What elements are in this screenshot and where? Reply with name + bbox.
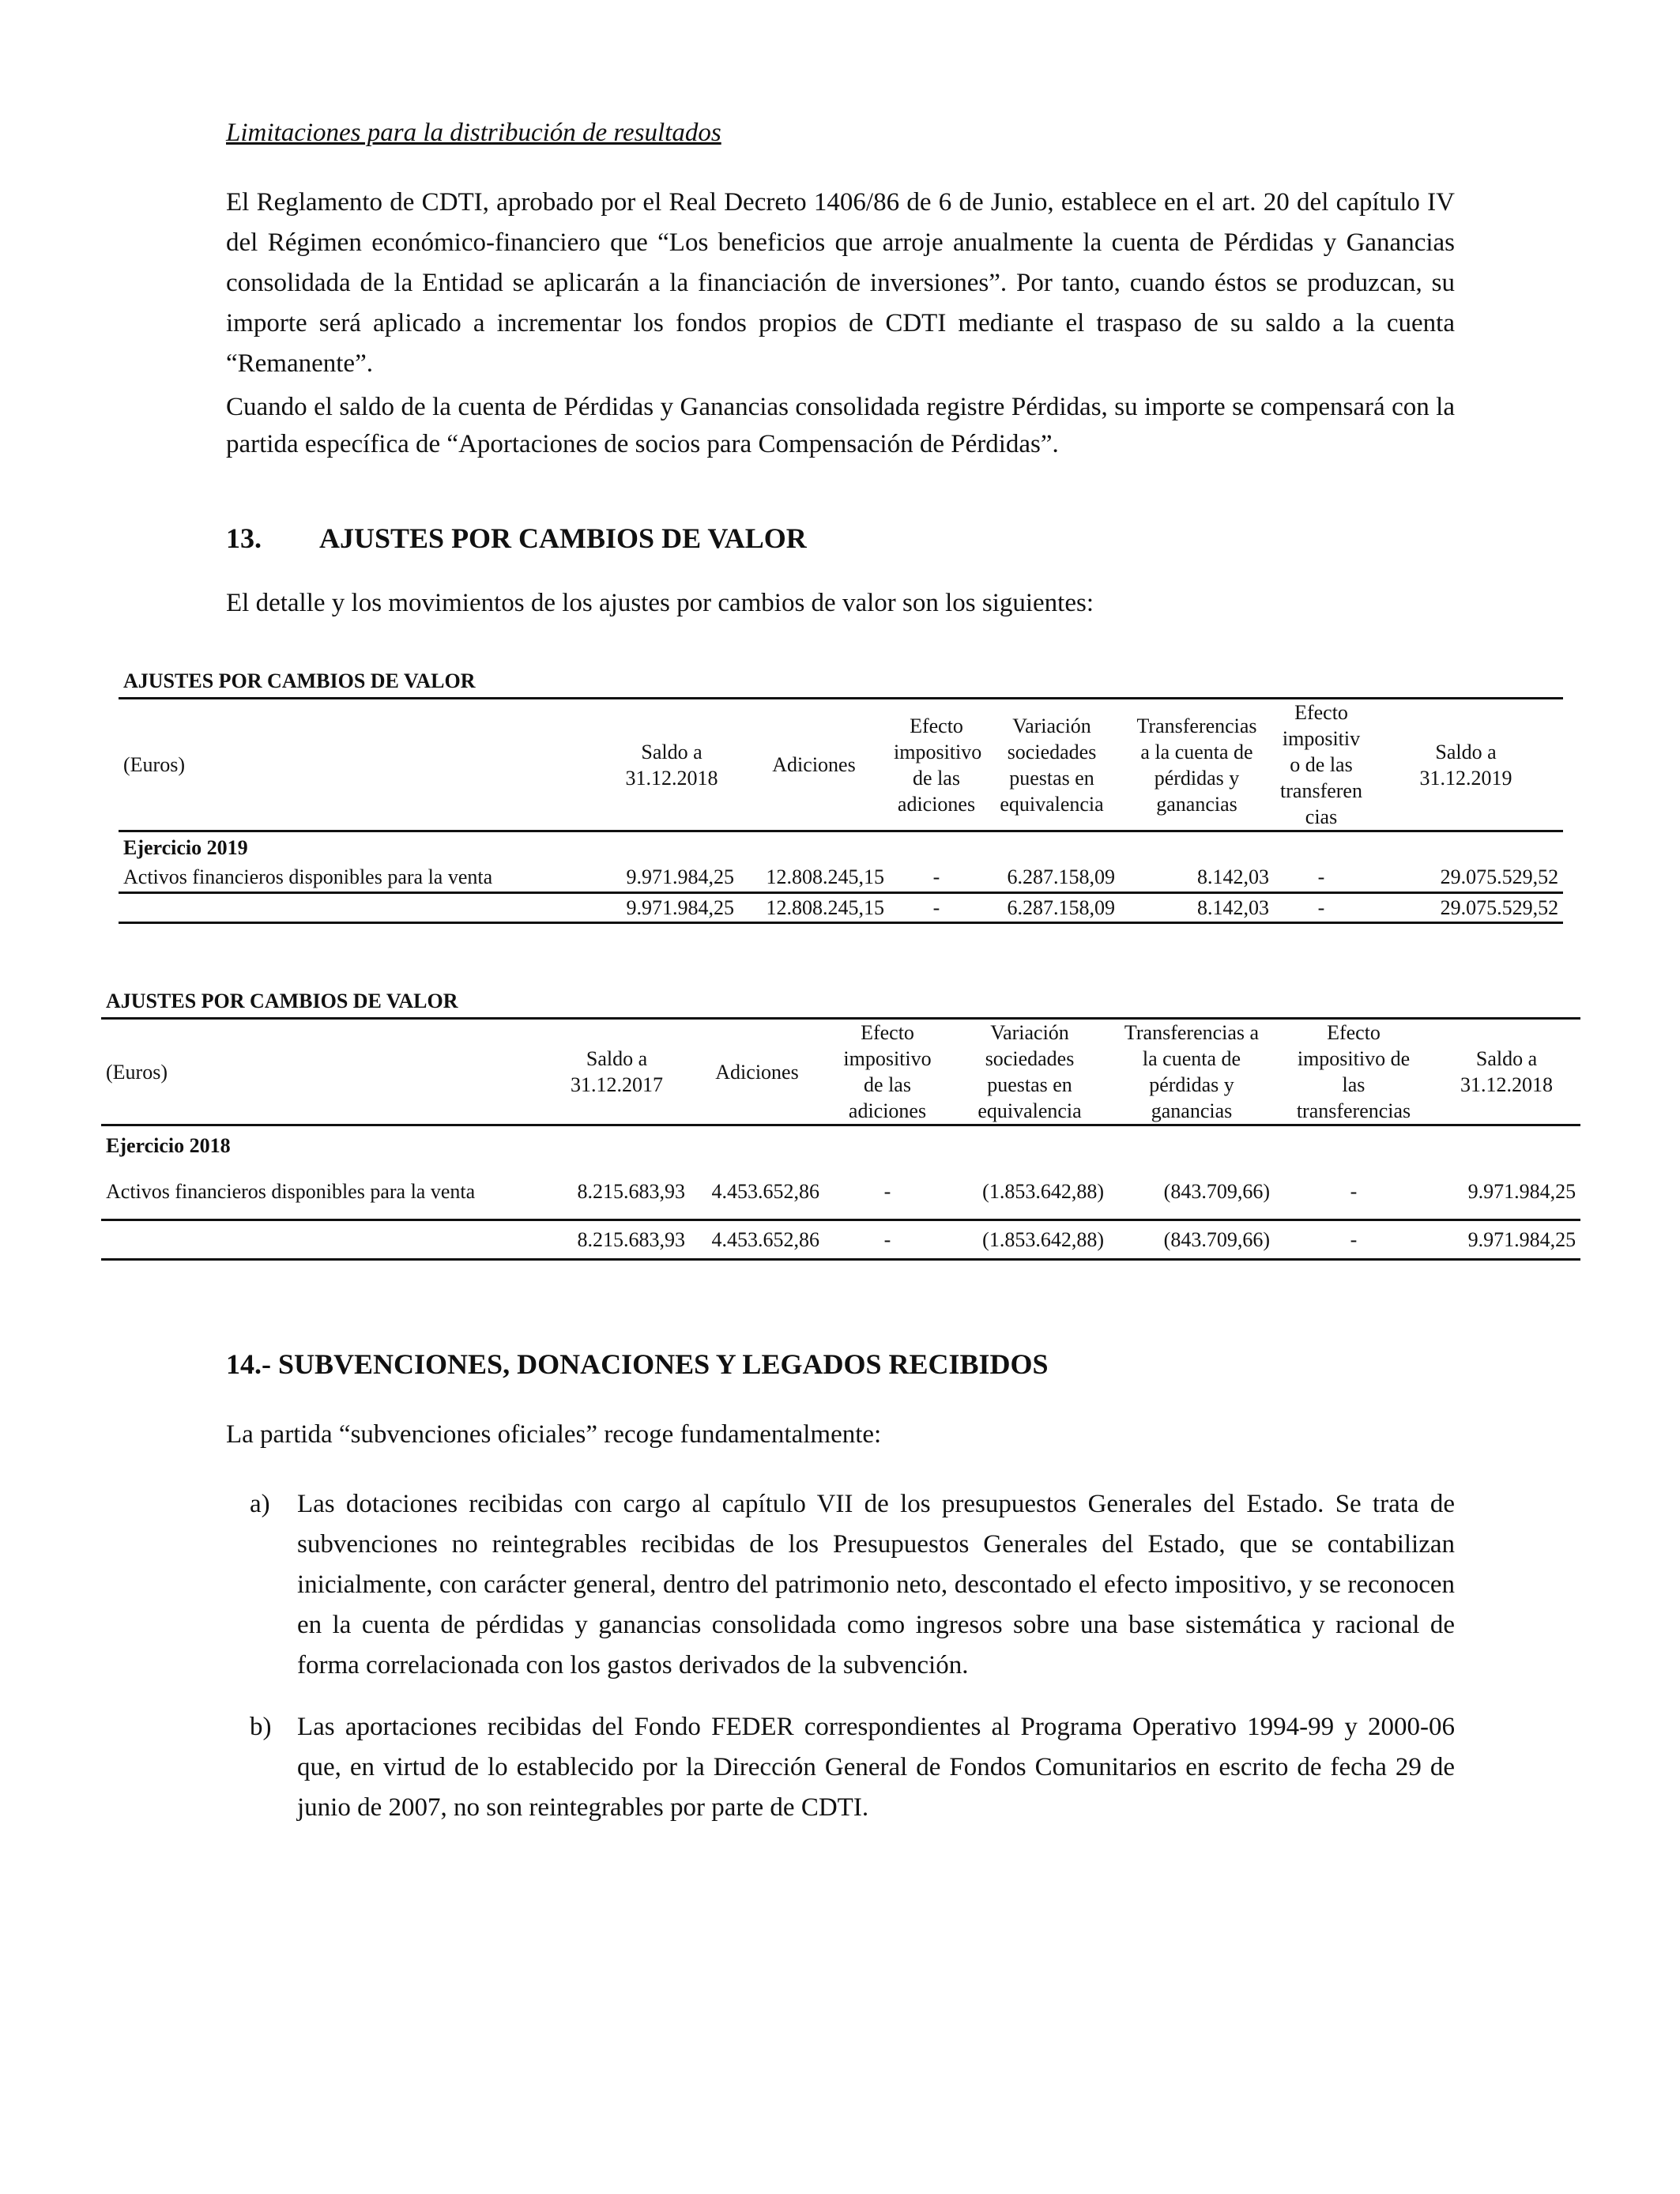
section-14-title: 14.- SUBVENCIONES, DONACIONES Y LEGADOS RECIBIDOS <box>226 1348 1049 1380</box>
header-cell: Efecto impositiv o de las transferen cias <box>1274 699 1369 831</box>
total-row <box>119 893 1563 923</box>
table-ajustes-2018 <box>101 988 1580 1261</box>
cell: 4.453.652,86 <box>690 1220 824 1260</box>
header-cell: Efecto impositivo de las adiciones <box>824 1019 951 1125</box>
cell: - <box>883 1180 891 1204</box>
list-item-text: Las aportaciones recibidas del Fondo FEDER correspondientes al Programa Operativo 1994-99 y 2000-06 que, en virtud de lo establecido por la Dirección General de Fondos Comunitarios en escrito de fecha 29 de junio de 2007, no son reintegrables por parte de CDTI. <box>297 1713 1455 1822</box>
cell: 9.971.984,25 <box>626 865 734 889</box>
section-label: Ejercicio 2019 <box>123 835 248 859</box>
cell: (843.709,66) <box>1109 1220 1275 1260</box>
header-cell: Efecto impositivo de las adiciones <box>889 699 984 831</box>
cell: - <box>1275 1220 1433 1260</box>
cell: 6.287.158,09 <box>1007 865 1115 889</box>
cell: (1.853.642,88) <box>982 1180 1104 1204</box>
list-item-b <box>250 1707 1455 1828</box>
header-cell: Efecto impositivo de las transferencias <box>1275 1019 1433 1125</box>
cell: 12.808.245,15 <box>766 865 884 889</box>
section-13-number: 13. <box>226 522 262 554</box>
cell: 8.215.683,93 <box>544 1220 690 1260</box>
header-cell: Adiciones <box>739 699 889 831</box>
limitaciones-heading: Limitaciones para la distribución de resultados <box>226 119 721 147</box>
header-cell: Saldo a 31.12.2018 <box>1433 1019 1580 1125</box>
list-item-label: b) <box>250 1713 272 1741</box>
header-cell: Transferencias a la cuenta de pérdidas y ganancias <box>1120 699 1274 831</box>
cell: 29.075.529,52 <box>1369 893 1563 923</box>
header-cell: Saldo a 31.12.2018 <box>605 699 739 831</box>
cell <box>119 893 605 923</box>
list-item-label: a) <box>250 1490 270 1518</box>
header-cell: Adiciones <box>690 1019 824 1125</box>
cell: - <box>824 1220 951 1260</box>
header-cell: Saldo a 31.12.2019 <box>1369 699 1563 831</box>
header-cell: Transferencias a la cuenta de pérdidas y ganancias <box>1109 1019 1275 1125</box>
cell: 9.971.984,25 <box>1467 1180 1576 1204</box>
list-item-text: Las dotaciones recibidas con cargo al capítulo VII de los presupuestos Generales del Estado. Se trata de subvenciones no reintegrables recibidas de los Presupuestos Generales del Estado, que se contabilizan inicialmente, con carácter general, dentro del patrimonio neto, descontado el efecto impositivo, y se reconocen en la cuenta de pérdidas y ganancias consolidada como ingresos sobre una base sistemática y racional de forma correlacionada con los gastos derivados de la subvención. <box>297 1490 1455 1679</box>
cell: - <box>1274 893 1369 923</box>
limitaciones-paragraph-2: Cuando el saldo de la cuenta de Pérdidas y Ganancias consolidada registre Pérdidas, su importe se compensará con la partida específica de “Aportaciones de socios para Compensación de Pérdidas”. <box>226 393 1455 458</box>
table-title: AJUSTES POR CAMBIOS DE VALOR <box>106 990 458 1012</box>
cell: - <box>1350 1180 1358 1204</box>
limitaciones-paragraph-1: El Reglamento de CDTI, aprobado por el Real Decreto 1406/86 de 6 de Junio, establece en el art. 20 del capítulo IV del Régimen económico-financiero que “Los beneficios que arroje anualmente la cuenta de Pérdidas y Ganancias consolidada de la Entidad se aplicarán a la financiación de inversiones”. Por tanto, cuando éstos se produzcan, su importe será aplicado a incrementar los fondos propios de CDTI mediante el traspaso de su saldo a la cuenta “Remanente”. <box>226 188 1455 378</box>
section-13-title: AJUSTES POR CAMBIOS DE VALOR <box>319 522 807 554</box>
cell: 9.971.984,25 <box>605 893 739 923</box>
cell: (843.709,66) <box>1163 1180 1270 1204</box>
row-label: Activos financieros disponibles para la venta <box>123 865 493 889</box>
cell: - <box>889 893 984 923</box>
cell: 8.142,03 <box>1197 865 1269 889</box>
table-row <box>119 863 1563 893</box>
cell: 4.453.652,86 <box>711 1180 819 1204</box>
row-label: Activos financieros disponibles para la venta <box>106 1180 476 1204</box>
header-cell: (Euros) <box>101 1019 544 1125</box>
cell: 6.287.158,09 <box>984 893 1120 923</box>
section-label: Ejercicio 2018 <box>106 1133 231 1157</box>
table-row <box>101 1165 1580 1220</box>
cell: - <box>1317 865 1325 889</box>
table-header-row <box>119 699 1563 831</box>
cell: 29.075.529,52 <box>1440 865 1559 889</box>
cell: 8.215.683,93 <box>577 1180 685 1204</box>
header-cell: Saldo a 31.12.2017 <box>544 1019 690 1125</box>
table-header-row <box>101 1019 1580 1125</box>
header-cell: Variación sociedades puestas en equivalencia <box>984 699 1120 831</box>
cell: (1.853.642,88) <box>951 1220 1109 1260</box>
cell <box>101 1220 544 1260</box>
section-14-intro: La partida “subvenciones oficiales” recoge fundamentalmente: <box>226 1420 882 1449</box>
cell: 9.971.984,25 <box>1433 1220 1580 1260</box>
list-item-a <box>250 1484 1455 1686</box>
table-ajustes-2019 <box>119 668 1563 924</box>
header-cell: Variación sociedades puestas en equivalencia <box>951 1019 1109 1125</box>
cell: 8.142,03 <box>1120 893 1274 923</box>
cell: - <box>932 865 940 889</box>
total-row <box>101 1220 1580 1260</box>
header-cell: (Euros) <box>119 699 605 831</box>
table-title: AJUSTES POR CAMBIOS DE VALOR <box>123 669 476 692</box>
cell: 12.808.245,15 <box>739 893 889 923</box>
section-13-intro: El detalle y los movimientos de los ajustes por cambios de valor son los siguientes: <box>226 589 1094 617</box>
